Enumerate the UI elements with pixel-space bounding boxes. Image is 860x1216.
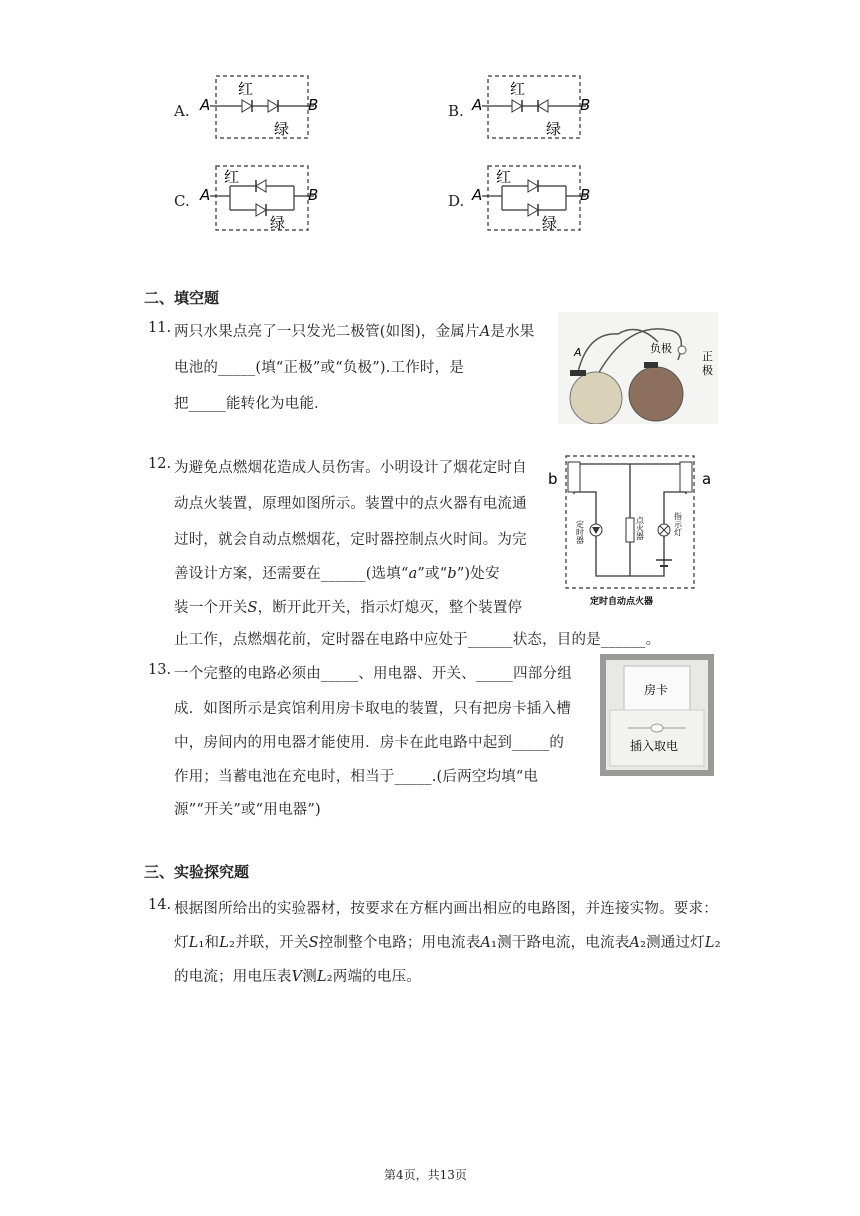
svg-text:绿: 绿: [274, 120, 290, 138]
q11-number: 11.: [148, 320, 172, 336]
q12-line5: 装一个开关𝑆，断开此开关，指示灯熄灭，整个装置停: [174, 600, 523, 616]
svg-text:绿: 绿: [270, 214, 286, 232]
svg-text:插入取电: 插入取电: [630, 739, 679, 753]
option-b-diagram: [468, 70, 598, 146]
svg-text:B: B: [308, 186, 319, 204]
q13-line3: 中，房间内的用电器才能使用．房卡在此电路中起到_____的: [174, 735, 565, 751]
svg-text:A: A: [472, 96, 483, 114]
option-c-diagram: [196, 160, 326, 236]
svg-text:红: 红: [510, 80, 526, 98]
q13-number: 13.: [148, 662, 172, 678]
svg-text:A: A: [200, 186, 211, 204]
svg-text:红: 红: [238, 80, 254, 98]
q12-number: 12.: [148, 456, 172, 472]
q11-line2: 电池的_____(填“正极”或“负极”).工作时，是: [174, 360, 465, 376]
svg-text:绿: 绿: [546, 120, 562, 138]
svg-text:点火器: 点火器: [635, 516, 645, 540]
svg-text:A: A: [472, 186, 483, 204]
svg-text:B: B: [580, 186, 591, 204]
option-d-label: D.: [448, 192, 465, 210]
q13-line1: 一个完整的电路必须由_____、用电器、开关、_____四部分组: [174, 666, 572, 682]
svg-text:极: 极: [702, 364, 713, 377]
svg-text:定时自动点火器: 定时自动点火器: [590, 597, 654, 607]
svg-text:绿: 绿: [542, 214, 558, 232]
q12-line2: 动点火装置，原理如图所示。装置中的点火器有电流通: [174, 496, 527, 512]
q12-line6: 止工作，点燃烟花前，定时器在电路中应处于______状态，目的是______。: [174, 632, 661, 648]
q12-line1: 为避免点燃烟花造成人员伤害。小明设计了烟花定时自: [174, 460, 527, 476]
svg-text:负极: 负极: [650, 342, 672, 355]
svg-text:正: 正: [702, 350, 713, 363]
q11-line1: 两只水果点亮了一只发光二极管(如图)，金属片𝐴是水果: [174, 324, 535, 340]
q14-line2: 灯𝐿₁和𝐿₂并联，开关𝑆控制整个电路；用电流表𝐴₁测干路电流，电流表𝐴₂测通过灯𝐿₂: [174, 935, 721, 951]
q12-igniter-circuit-figure: [546, 448, 716, 610]
q13-room-card-figure: [600, 654, 714, 776]
svg-text:红: 红: [224, 168, 240, 186]
svg-text:红: 红: [496, 168, 512, 186]
svg-text:b: b: [548, 470, 558, 488]
svg-text:B: B: [580, 96, 591, 114]
q13-line2: 成．如图所示是宾馆利用房卡取电的装置，只有把房卡插入槽: [174, 701, 571, 717]
q11-fruit-battery-figure: [558, 312, 718, 424]
svg-text:B: B: [308, 96, 319, 114]
svg-text:a: a: [702, 470, 712, 488]
svg-text:房卡: 房卡: [644, 683, 669, 697]
section3-title: 三、实验探究题: [144, 863, 250, 881]
section2-title: 二、填空题: [144, 289, 220, 307]
q11-line3: 把_____能转化为电能．: [174, 396, 329, 412]
page-footer: 第4页，共13页: [384, 1168, 467, 1182]
svg-text:A: A: [200, 96, 211, 114]
q14-line1: 根据图所给出的实验器材，按要求在方框内画出相应的电路图，并连接实物。要求：: [174, 901, 718, 917]
q12-line4: 善设计方案，还需要在______(选填“𝑎”或“𝑏”)处安: [174, 566, 500, 582]
option-b-label: B.: [448, 102, 464, 120]
option-a-diagram: [196, 70, 326, 146]
svg-text:定时器: 定时器: [575, 520, 585, 544]
svg-text:A: A: [574, 346, 582, 359]
q14-number: 14.: [148, 897, 172, 913]
svg-text:指示灯: 指示灯: [673, 512, 683, 536]
option-c-label: C.: [174, 192, 190, 210]
q12-line3: 过时，就会自动点燃烟花，定时器控制点火时间。为完: [174, 532, 527, 548]
option-d-diagram: [468, 160, 598, 236]
q13-line5: 源”“开关”或“用电器”): [174, 802, 321, 818]
q13-line4: 作用；当蓄电池在充电时，相当于_____.(后两空均填“电: [174, 769, 539, 785]
q14-line3: 的电流；用电压表𝑉测𝐿₂两端的电压。: [174, 969, 422, 985]
option-a-label: A.: [174, 102, 190, 120]
